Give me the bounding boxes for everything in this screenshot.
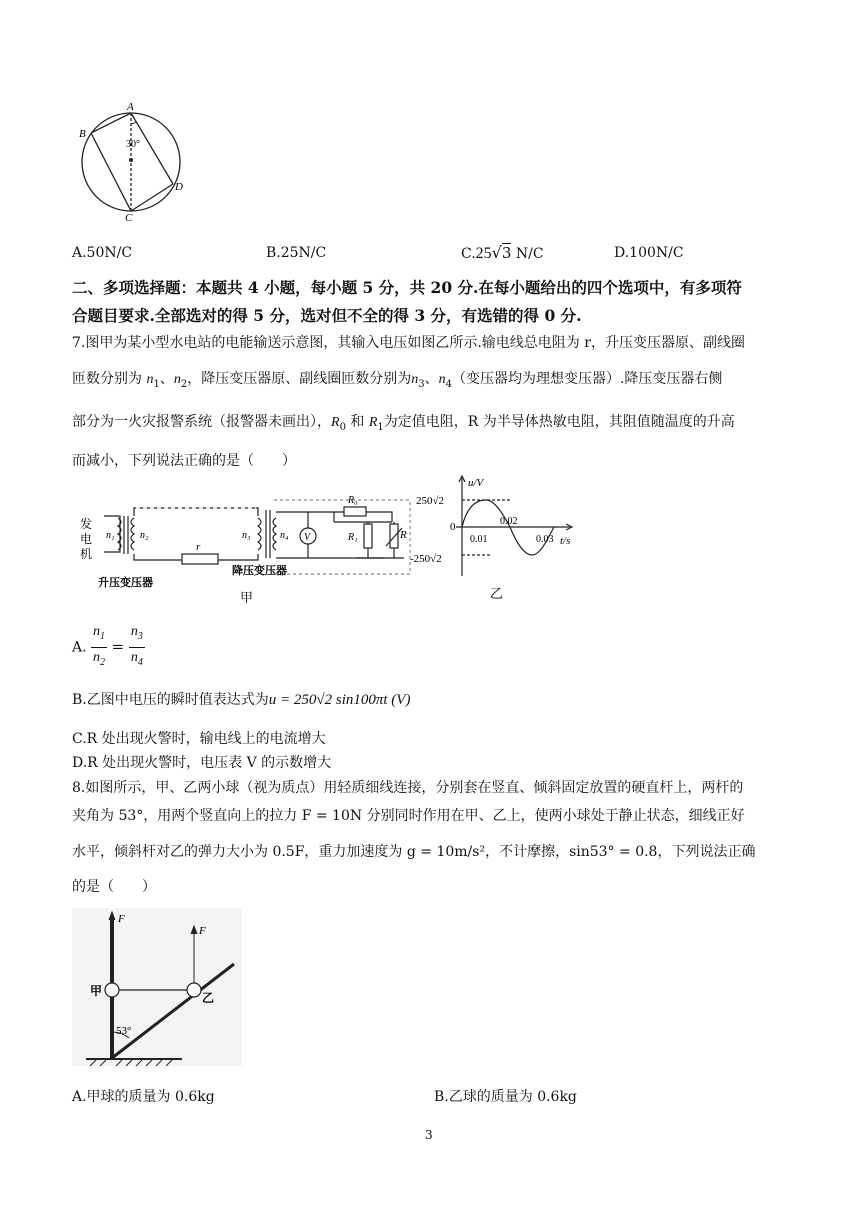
q8-force-label-2: F (199, 925, 206, 937)
q7-stem-line3: 部分为一火灾报警系统（报警器未画出），$R_0$ 和 $R_1$为定值电阻，R 为半导体热敏电阻，其阻值随温度的升高 (72, 414, 735, 433)
graph-yi: 乙 (490, 586, 504, 601)
q6-option-b: B.25N/C (266, 245, 327, 261)
q6-circle-figure (78, 100, 188, 222)
q8-stem-line4: 的是（ ） (72, 879, 156, 895)
circuit-rr: R (400, 529, 407, 541)
q6-label-d: D (175, 181, 183, 193)
graph-t1: 0.01 (470, 534, 488, 545)
q8-ball-jia-label: 甲 (90, 984, 103, 998)
q7-stem-line4: 而减小，下列说法正确的是（ ） (72, 453, 296, 469)
q8-angle-label: 53° (116, 1025, 132, 1037)
q7-stem-line2-a: 匝数分别为 (72, 371, 142, 387)
q7-option-c: C.R 处出现火警时，输电线上的电流增大 (72, 731, 326, 747)
q7-stem-line1: 7.图甲为某小型水电站的电能输送示意图，其输入电压如图乙所示.输电线总电阻为 r，升压变压器原、副线圈 (72, 335, 745, 351)
circuit-gen-3: 机 (80, 547, 93, 561)
circuit-step-down: 降压变压器 (232, 565, 287, 577)
q7-stem-line2: 匝数分别为 $n_1$、$n_2$，降压变压器原、副线圈匝数分别为$n_3$、$n_4$（变压器均为理想变压器）.降压变压器右侧 (72, 371, 723, 390)
page-number: 3 (425, 1128, 433, 1142)
section2-heading-line1: 二、多项选择题：本题共 4 小题，每小题 5 分，共 20 分.在每小题给出的四个选项中，有多项符 (72, 278, 742, 297)
q7-option-b-prefix: B.乙图中电压的瞬时值表达式为 (72, 692, 269, 708)
graph-t2: 0.02 (500, 516, 518, 527)
circuit-v: V (304, 532, 311, 543)
circuit-r0: R₀ (348, 495, 358, 506)
q7-stem-line2-c: （变压器均为理想变压器）.降压变压器右侧 (451, 371, 723, 387)
q7-stem-line3-c: 为定值电阻，R 为半导体热敏电阻，其阻值随温度的升高 (383, 414, 735, 430)
q8-option-b: B.乙球的质量为 0.6kg (434, 1089, 577, 1105)
graph-bottom-label: -250√2 (410, 553, 442, 565)
graph-zero-label: 0 (450, 521, 456, 533)
q6-option-c-unit: N/C (511, 246, 544, 262)
section2-heading-line2: 合题目要求.全部选对的得 5 分，选对但不全的得 3 分，有选错的得 0 分. (72, 306, 582, 325)
q8-stem-line2: 夹角为 53°，用两个竖直向上的拉力 F = 10N 分别同时作用在甲、乙上，使两小球处于静止状态，细线正好 (72, 808, 745, 824)
circuit-gen-2: 电 (80, 532, 93, 546)
q8-rods-figure (72, 908, 242, 1066)
q8-stem-line1: 8.如图所示，甲、乙两小球（视为质点）用轻质细线连接，分别套在竖直、倾斜固定放置的硬直杆上，两杆的 (72, 780, 744, 796)
q6-option-c-root: 3 (501, 244, 512, 262)
q7-option-a-prefix: A. (72, 639, 87, 656)
circuit-n4: n₄ (280, 530, 289, 541)
q6-label-a: A (127, 101, 134, 113)
graph-u-axis: u/V (468, 477, 484, 489)
q8-stem-line3: 水平，倾斜杆对乙的弹力大小为 0.5F，重力加速度为 g = 10m/s²，不计摩擦，sin53° = 0.8，下列说法正确 (72, 844, 756, 860)
q8-force-label-1: F (118, 913, 125, 925)
q6-label-b: B (79, 128, 86, 140)
q7-stem-line3-a: 部分为一火灾报警系统（报警器未画出）， (72, 414, 331, 430)
q7-stem-line3-b: 和 (350, 414, 365, 430)
q6-option-c-coef: 25 (475, 245, 492, 262)
q6-option-d: D.100N/C (614, 245, 684, 261)
q7-option-b-formula: u = 250√2 sin100πt (V) (268, 692, 411, 708)
circuit-n3: n₃ (242, 530, 251, 541)
q7-circuit-figure (74, 482, 420, 606)
q7-stem-line2-b: ，降压变压器原、副线圈匝数分别为 (187, 371, 412, 387)
q7-option-d: D.R 处出现火警时，电压表 V 的示数增大 (72, 755, 332, 771)
graph-top-label: 250√2 (416, 495, 445, 507)
circuit-n2: n₂ (140, 530, 149, 541)
q7-option-a: A. $\frac{n_1}{n_2}$ = $\frac{n_3}{n_4}$ (72, 624, 143, 668)
circuit-r1: R₁ (348, 532, 358, 543)
circuit-step-up: 升压变压器 (98, 577, 153, 589)
circuit-jia: 甲 (240, 590, 254, 605)
circuit-r: r (196, 541, 201, 553)
q6-label-angle: 30° (126, 139, 140, 150)
q6-label-c: C (125, 212, 133, 222)
q6-option-c: C.25√3 N/C (461, 243, 544, 262)
q7-voltage-graph (410, 472, 590, 604)
circuit-gen-1: 发 (80, 517, 93, 531)
q6-option-c-prefix: C. (461, 246, 476, 262)
graph-t3: 0.03 (536, 534, 554, 545)
q8-option-a: A.甲球的质量为 0.6kg (72, 1089, 215, 1105)
q8-ball-yi-label: 乙 (202, 991, 215, 1005)
circuit-n1: n₁ (106, 530, 115, 541)
graph-t-axis: t/s (560, 535, 571, 547)
q6-option-a: A.50N/C (72, 245, 133, 261)
q7-option-b (72, 689, 410, 709)
